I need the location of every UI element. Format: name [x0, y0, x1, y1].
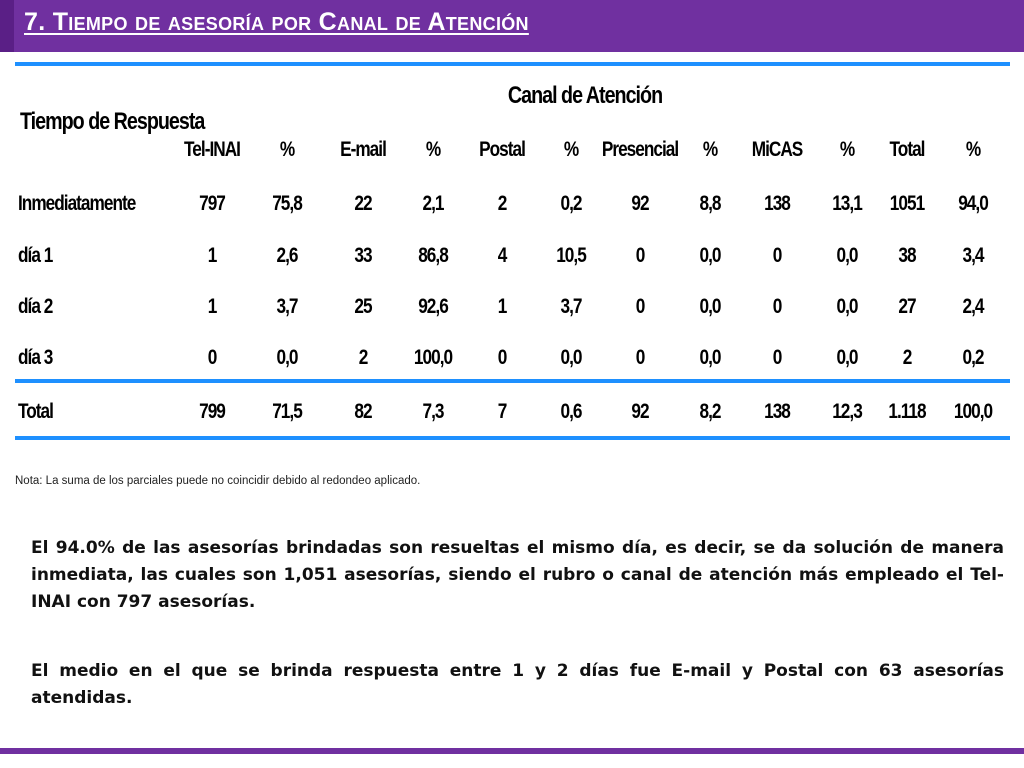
- row-label: Inmediatamente: [18, 192, 136, 215]
- table-cell: 92,6: [418, 295, 448, 318]
- table-cell: 0,0: [836, 346, 858, 369]
- response-time-table: [15, 62, 1010, 440]
- table-cell: 100,0: [413, 346, 453, 369]
- table-cell: 0,0: [699, 346, 721, 369]
- summary-paragraph-2: El medio en el que se brinda respuesta entre 1 y 2 días fue E-mail y Postal con 63 asesorías atendidas.: [31, 661, 1004, 708]
- column-header: %: [839, 138, 855, 161]
- row-label: día 2: [18, 295, 53, 318]
- table-cell: 0,0: [836, 244, 858, 267]
- total-cell: 100,0: [953, 400, 993, 423]
- total-cell: 8,2: [699, 400, 721, 423]
- table-cell: 3,7: [276, 295, 298, 318]
- column-header: E-mail: [340, 138, 386, 161]
- table-top-rule: [15, 62, 1010, 66]
- total-cell: 12,3: [832, 400, 862, 423]
- table-cell: 138: [764, 192, 790, 215]
- total-cell: 7,3: [422, 400, 444, 423]
- table-cell: 0,0: [276, 346, 298, 369]
- column-header: %: [702, 138, 718, 161]
- table-cell: 0: [635, 346, 645, 369]
- table-cell: 4: [497, 244, 507, 267]
- footnote: Nota: La suma de los parciales puede no coincidir debido al redondeo aplicado.: [15, 475, 421, 487]
- table-cell: 92: [631, 192, 649, 215]
- table-cell: 86,8: [418, 244, 448, 267]
- table-cell: 797: [199, 192, 225, 215]
- total-cell: 82: [354, 400, 372, 423]
- table-cell: 1051: [889, 192, 925, 215]
- column-header: Presencial: [601, 138, 679, 161]
- title-bar: [0, 0, 1024, 52]
- table-cell: 3,4: [962, 244, 984, 267]
- table-cell: 2,4: [962, 295, 984, 318]
- table-cell: 2: [358, 346, 368, 369]
- table-cell: 3,7: [560, 295, 582, 318]
- total-cell: 71,5: [272, 400, 302, 423]
- table-cell: 0,2: [560, 192, 582, 215]
- table-cell: 27: [898, 295, 916, 318]
- total-row-label: Total: [18, 400, 53, 423]
- table-cell: 1: [207, 295, 217, 318]
- table-cell: 0: [772, 295, 782, 318]
- table-total-rule: [15, 379, 1010, 383]
- table-cell: 0: [207, 346, 217, 369]
- table-cell: 22: [354, 192, 372, 215]
- column-header: %: [425, 138, 441, 161]
- table-bottom-rule: [15, 436, 1010, 440]
- table-cell: 1: [497, 295, 507, 318]
- table-cell: 0,0: [699, 244, 721, 267]
- table-cell: 0: [635, 295, 645, 318]
- total-cell: 92: [631, 400, 649, 423]
- row-header-label: Tiempo de Respuesta: [20, 108, 205, 135]
- table-cell: 1: [207, 244, 217, 267]
- row-label: día 3: [18, 346, 53, 369]
- title-accent: [0, 0, 14, 52]
- column-header: Tel-INAI: [184, 138, 240, 161]
- column-header: %: [279, 138, 295, 161]
- table-cell: 13,1: [832, 192, 862, 215]
- total-cell: 1.118: [888, 400, 926, 423]
- group-header-label: Canal de Atención: [507, 82, 663, 109]
- table-cell: 33: [354, 244, 372, 267]
- total-cell: 7: [497, 400, 507, 423]
- column-header: %: [563, 138, 579, 161]
- table-cell: 0: [497, 346, 507, 369]
- table-cell: 25: [354, 295, 372, 318]
- table-cell: 0,0: [699, 295, 721, 318]
- table-cell: 2,6: [276, 244, 298, 267]
- table-cell: 0: [772, 244, 782, 267]
- column-header: Total: [889, 138, 925, 161]
- total-cell: 0,6: [560, 400, 582, 423]
- table-cell: 10,5: [556, 244, 586, 267]
- total-cell: 799: [199, 400, 225, 423]
- table-cell: 8,8: [699, 192, 721, 215]
- column-header: %: [965, 138, 981, 161]
- table-cell: 0,0: [560, 346, 582, 369]
- total-cell: 138: [764, 400, 790, 423]
- footer-rule: [0, 748, 1024, 754]
- row-label: día 1: [18, 244, 53, 267]
- summary-paragraph-1: El 94.0% de las asesorías brindadas son resueltas el mismo día, es decir, se da solución de manera inmediata, las cuales son 1,051 asesorías, siendo el rubro o canal de atención más empleado el Tel-INAI con 797 asesorías.: [31, 538, 1004, 612]
- column-header: MiCAS: [751, 138, 803, 161]
- table-cell: 0: [635, 244, 645, 267]
- table-cell: 0,0: [836, 295, 858, 318]
- table-cell: 2: [902, 346, 912, 369]
- slide-title: 7. Tiempo de asesoría por Canal de Atención: [24, 8, 529, 36]
- column-header: Postal: [479, 138, 525, 161]
- table-cell: 2: [497, 192, 507, 215]
- table-cell: 94,0: [958, 192, 988, 215]
- table-cell: 2,1: [422, 192, 444, 215]
- table-cell: 75,8: [272, 192, 302, 215]
- table-cell: 38: [898, 244, 916, 267]
- table-cell: 0,2: [962, 346, 984, 369]
- table-cell: 0: [772, 346, 782, 369]
